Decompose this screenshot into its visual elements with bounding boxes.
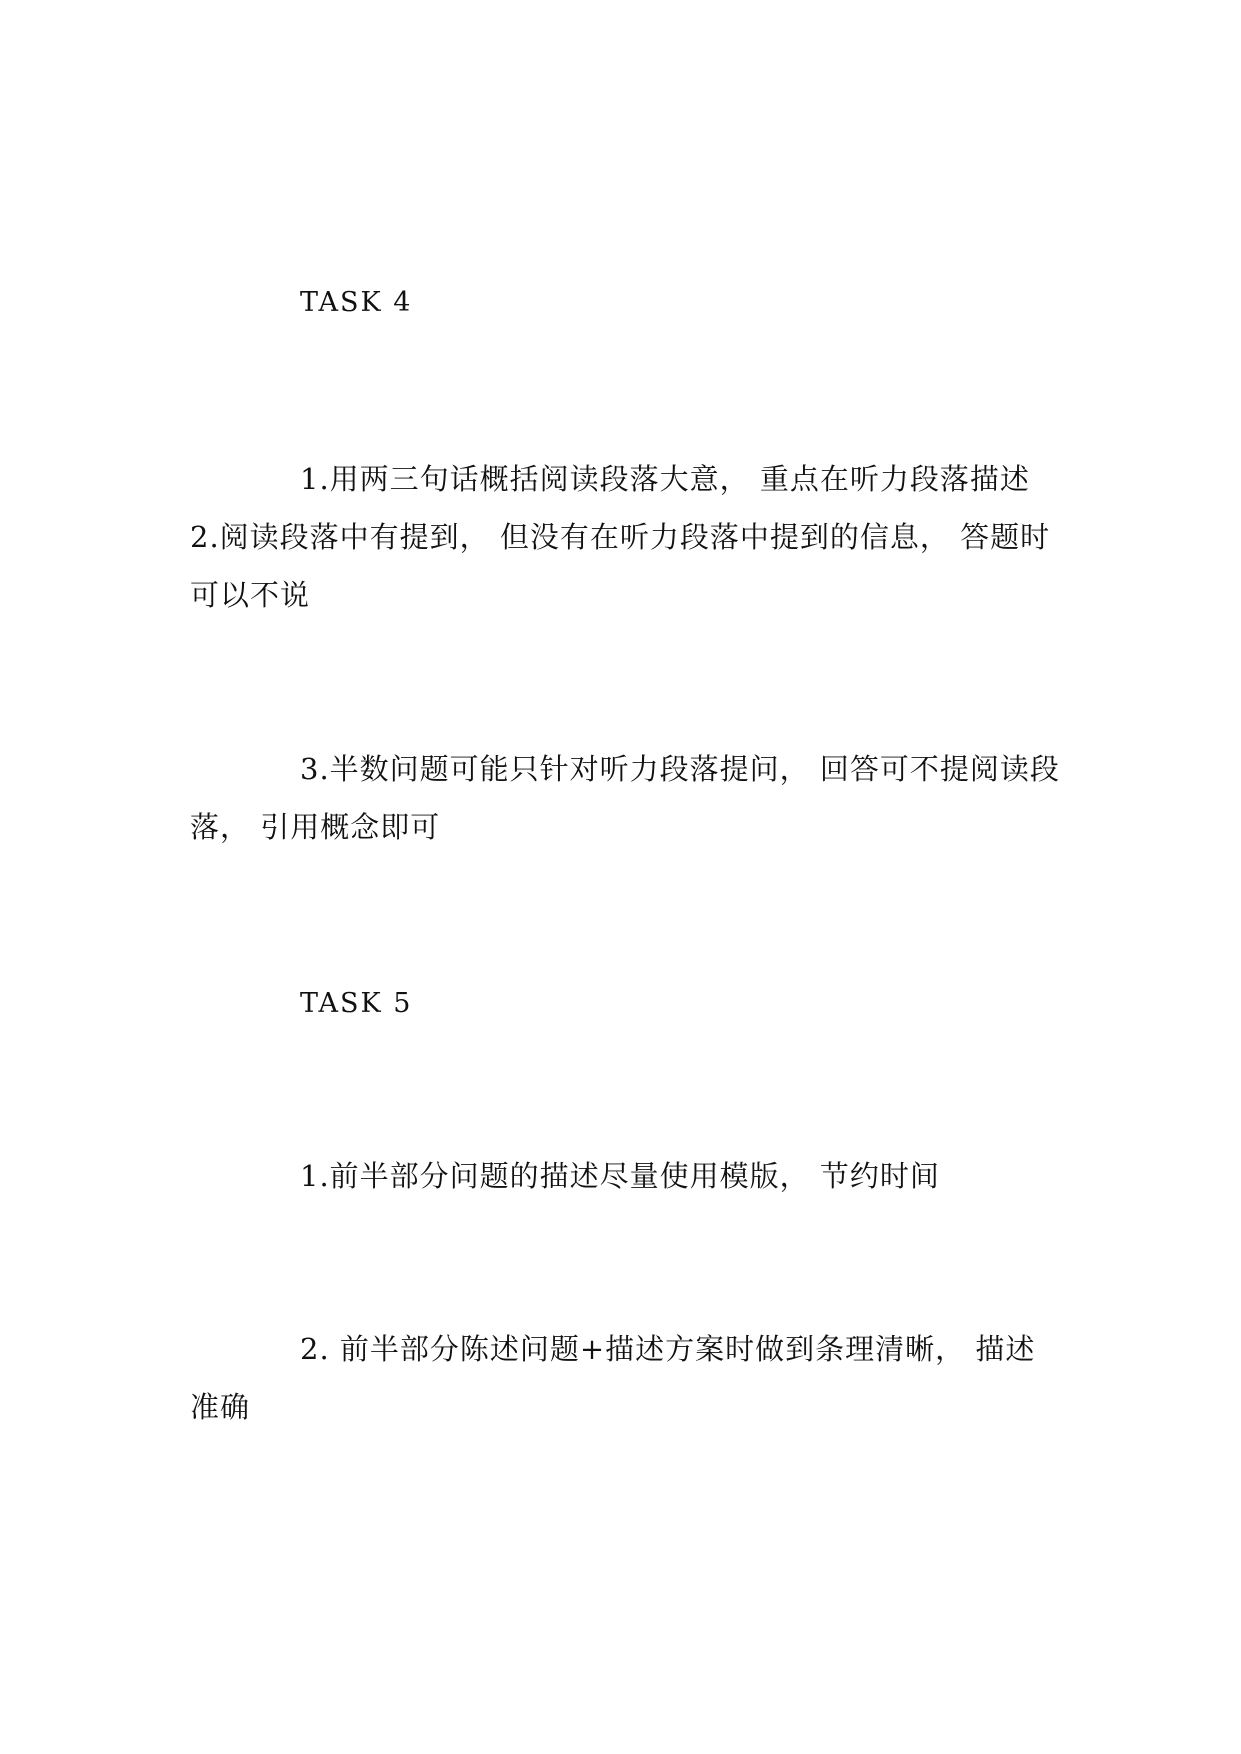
task4-heading: TASK 4 <box>300 287 413 318</box>
task4-paragraph-1: 1.用两三句话概括阅读段落大意， 重点在听力段落描述 2.阅读段落中有提到， 但没有在听力段落中提到的信息， 答题时可以不说 <box>190 462 1051 612</box>
task4-paragraph-2: 3.半数问题可能只针对听力段落提问， 回答可不提阅读段落， 引用概念即可 <box>190 752 1060 844</box>
task5-paragraph-1: 1.前半部分问题的描述尽量使用模版， 节约时间 <box>300 1159 940 1193</box>
task5-paragraph-2: 2. 前半部分陈述问题+描述方案时做到条理清晰， 描述准确 <box>190 1332 1036 1424</box>
task5-heading: TASK 5 <box>300 988 413 1019</box>
